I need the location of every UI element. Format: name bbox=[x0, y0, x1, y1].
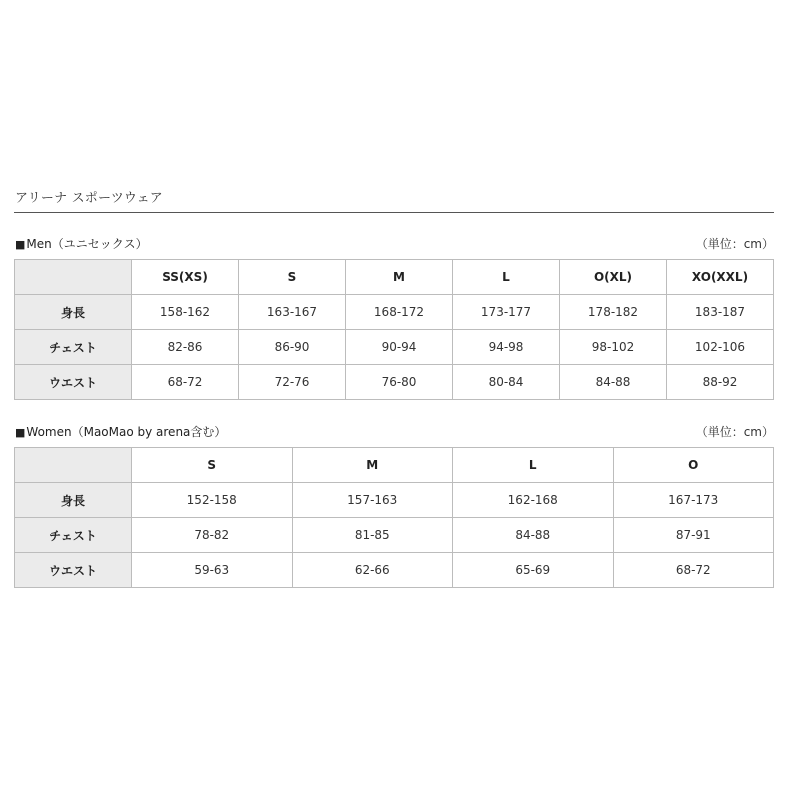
table-cell: 78-82 bbox=[132, 518, 293, 553]
table-cell: 167-173 bbox=[613, 483, 774, 518]
table-cell: 88-92 bbox=[667, 365, 774, 400]
table-corner-cell bbox=[15, 448, 132, 483]
men-size-table bbox=[14, 259, 774, 400]
table-cell: 80-84 bbox=[453, 365, 560, 400]
table-cell: 62-66 bbox=[292, 553, 453, 588]
row-label: 身長 bbox=[15, 483, 132, 518]
size-header: SS(XS) bbox=[132, 260, 239, 295]
table-row bbox=[15, 553, 774, 588]
table-cell: 86-90 bbox=[239, 330, 346, 365]
table-cell: 81-85 bbox=[292, 518, 453, 553]
bullet-square-icon: ■ bbox=[15, 426, 26, 439]
size-header: O bbox=[613, 448, 774, 483]
table-cell: 84-88 bbox=[453, 518, 614, 553]
table-cell: 94-98 bbox=[453, 330, 560, 365]
size-header: S bbox=[132, 448, 293, 483]
table-cell: 163-167 bbox=[239, 295, 346, 330]
table-row bbox=[15, 365, 774, 400]
table-cell: 102-106 bbox=[667, 330, 774, 365]
table-cell: 157-163 bbox=[292, 483, 453, 518]
bullet-square-icon: ■ bbox=[15, 238, 26, 251]
table-cell: 173-177 bbox=[453, 295, 560, 330]
table-corner-cell bbox=[15, 260, 132, 295]
women-size-table bbox=[14, 447, 774, 588]
table-cell: 68-72 bbox=[132, 365, 239, 400]
table-cell: 178-182 bbox=[560, 295, 667, 330]
title-divider bbox=[14, 212, 774, 213]
table-cell: 183-187 bbox=[667, 295, 774, 330]
size-header: O(XL) bbox=[560, 260, 667, 295]
table-cell: 82-86 bbox=[132, 330, 239, 365]
table-cell: 65-69 bbox=[453, 553, 614, 588]
table-cell: 87-91 bbox=[613, 518, 774, 553]
table-row bbox=[15, 483, 774, 518]
row-label: チェスト bbox=[15, 518, 132, 553]
table-cell: 152-158 bbox=[132, 483, 293, 518]
row-label: チェスト bbox=[15, 330, 132, 365]
size-header: XO(XXL) bbox=[667, 260, 774, 295]
size-header: L bbox=[453, 260, 560, 295]
table-row bbox=[15, 330, 774, 365]
men-unit-note: （単位：cm） bbox=[695, 237, 774, 251]
table-cell: 158-162 bbox=[132, 295, 239, 330]
table-cell: 90-94 bbox=[346, 330, 453, 365]
table-row bbox=[15, 295, 774, 330]
table-cell: 68-72 bbox=[613, 553, 774, 588]
table-cell: 168-172 bbox=[346, 295, 453, 330]
women-title-text: Women（MaoMao by arena含む） bbox=[26, 425, 227, 439]
table-header-row bbox=[15, 448, 774, 483]
table-header-row bbox=[15, 260, 774, 295]
men-section-title bbox=[15, 235, 148, 252]
size-header: S bbox=[239, 260, 346, 295]
row-label: ウエスト bbox=[15, 553, 132, 588]
table-cell: 84-88 bbox=[560, 365, 667, 400]
page-title: アリーナ スポーツウェア bbox=[15, 191, 163, 206]
table-cell: 59-63 bbox=[132, 553, 293, 588]
table-cell: 72-76 bbox=[239, 365, 346, 400]
women-section-title bbox=[15, 423, 226, 440]
size-header: M bbox=[346, 260, 453, 295]
table-cell: 162-168 bbox=[453, 483, 614, 518]
table-cell: 76-80 bbox=[346, 365, 453, 400]
row-label: 身長 bbox=[15, 295, 132, 330]
women-unit-note: （単位：cm） bbox=[695, 425, 774, 439]
table-cell: 98-102 bbox=[560, 330, 667, 365]
table-row bbox=[15, 518, 774, 553]
men-title-text: Men（ユニセックス） bbox=[26, 237, 148, 251]
size-header: L bbox=[453, 448, 614, 483]
size-header: M bbox=[292, 448, 453, 483]
row-label: ウエスト bbox=[15, 365, 132, 400]
